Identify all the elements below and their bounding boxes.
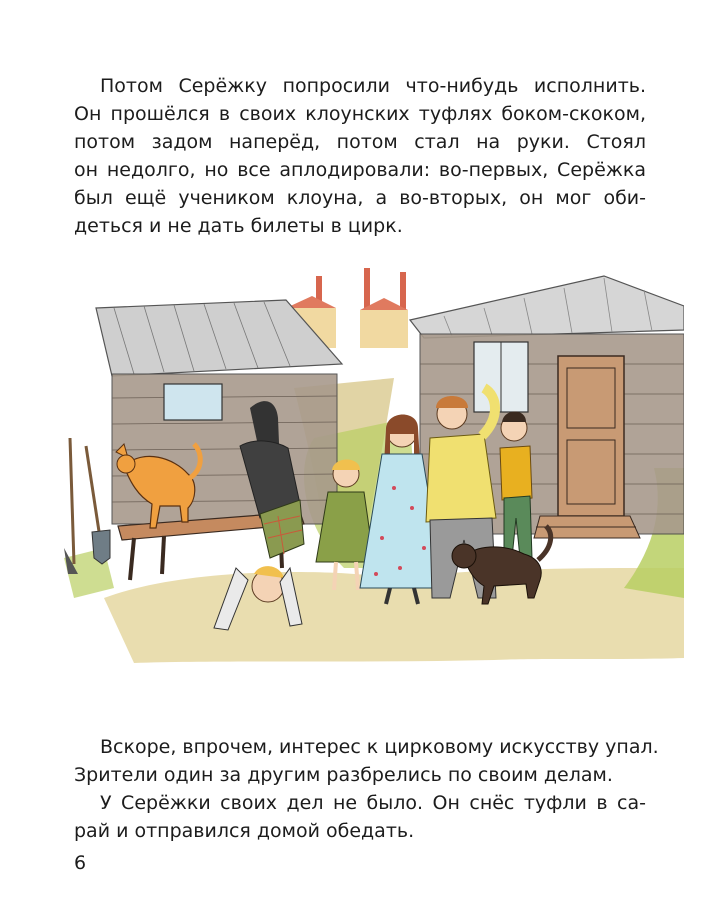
paragraph-1-line: Он прошёлся в своих клоунских туфлях боком-скоком, [74, 103, 646, 125]
paragraph-3-line: У Серёжки своих дел не было. Он снёс туфли в са- [100, 792, 646, 814]
paragraph-2-line: Вскоре, впрочем, интерес к цирковому искусству упал. [100, 736, 659, 758]
paragraph-2-line: Зрители один за другим разбрелись по своим делам. [74, 764, 613, 786]
paragraph-1-line: потом задом наперёд, потом стал на руки. Стоял [74, 131, 646, 153]
page-number: 6 [74, 852, 87, 874]
paragraph-3 [74, 789, 646, 845]
paragraph-1 [74, 72, 646, 240]
paragraph-3-line: рай и отправился домой обедать. [74, 820, 415, 842]
yard-scene-illustration [64, 268, 684, 688]
paragraph-1-line: был ещё учеником клоуна, а во-вторых, он мог оби- [74, 187, 646, 209]
paragraph-1-line: деться и не дать билеты в цирк. [74, 215, 403, 237]
paragraph-2 [74, 733, 659, 789]
paragraph-1-line: он недолго, но все аплодировали: во-первых, Серёжка [74, 159, 646, 181]
paragraph-1-line: Потом Серёжку попросили что-нибудь исполнить. [100, 75, 646, 97]
